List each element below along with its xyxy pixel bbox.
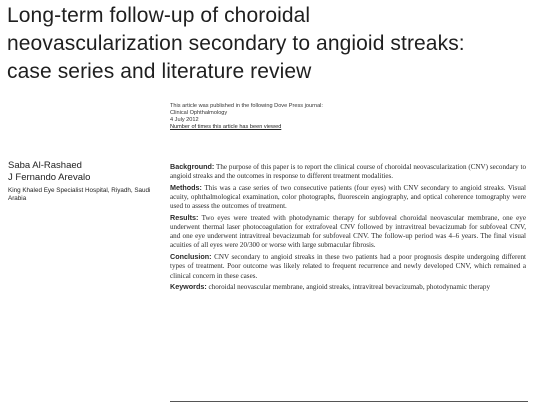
section-label: Background: [170,162,215,171]
author-name: J Fernando Arevalo [8,172,91,183]
abstract-background [170,162,526,181]
section-text: choroidal neovascular membrane, angioid streaks, intravitreal bevacizumab, photodynamic therapy [208,283,491,292]
section-text: Two eyes were treated with photodynamic therapy for subfoveal choroidal neovascular membrane, one eye underwent thermal laser photocoagulation for extrafoveal CNV followed by intravitreal bevacizumab for subfoveal CNV, and one eye underwent intravitreal bevacizumab for subfoveal CNV. The follow-up period was 4–6 years. The final visual acuities of all eyes were 20/300 or worse with large submacular fibrosis. [170,213,526,250]
section-label: Keywords: [170,282,207,292]
article-title [7,2,535,86]
abstract-conclusion [170,252,526,280]
publication-date: 4 July 2012 [170,117,199,123]
abstract-methods [170,183,526,211]
section-label: Methods: [170,182,202,192]
section-label: Conclusion: [170,252,212,262]
section-text: CNV secondary to angioid streaks in these two patients had a poor prognosis despite undergoing different types of treatment. Poor outcome was likely related to frequent recurrence and newly developed CNV, which remained a clinical concern in these cases. [170,253,527,280]
views-count-link[interactable]: Number of times this article has been viewed [170,124,282,130]
publication-info [170,103,430,131]
author-name: Saba Al-Rashaed [8,160,82,171]
published-in-text: This article was published in the following Dove Press journal: [170,103,323,109]
title-line: neovascularization secondary to angioid streaks: [7,32,465,55]
divider [170,401,528,402]
author-block [8,160,158,203]
section-label: Results: [170,212,199,222]
title-line: case series and literature review [7,60,312,83]
section-text: The purpose of this paper is to report the clinical course of choroidal neovascularization (CNV) secondary to angioid streaks and the outcomes in response to different treatment modalities. [170,163,526,181]
journal-name: Clinical Ophthalmology [170,110,228,116]
affiliation: King Khaled Eye Specialist Hospital, Riyadh, Saudi Arabia [8,187,151,202]
abstract-keywords [170,282,526,292]
abstract [170,162,526,294]
abstract-results [170,213,526,251]
section-text: This was a case series of two consecutive patients (four eyes) with CNV secondary to angioid streaks. Visual acuity, ophthalmological examination, color photographs, fluorescein angiography, and optical coherence tomography were used to assess the outcomes of treatment. [170,183,526,211]
title-line: Long-term follow-up of choroidal [7,4,311,27]
